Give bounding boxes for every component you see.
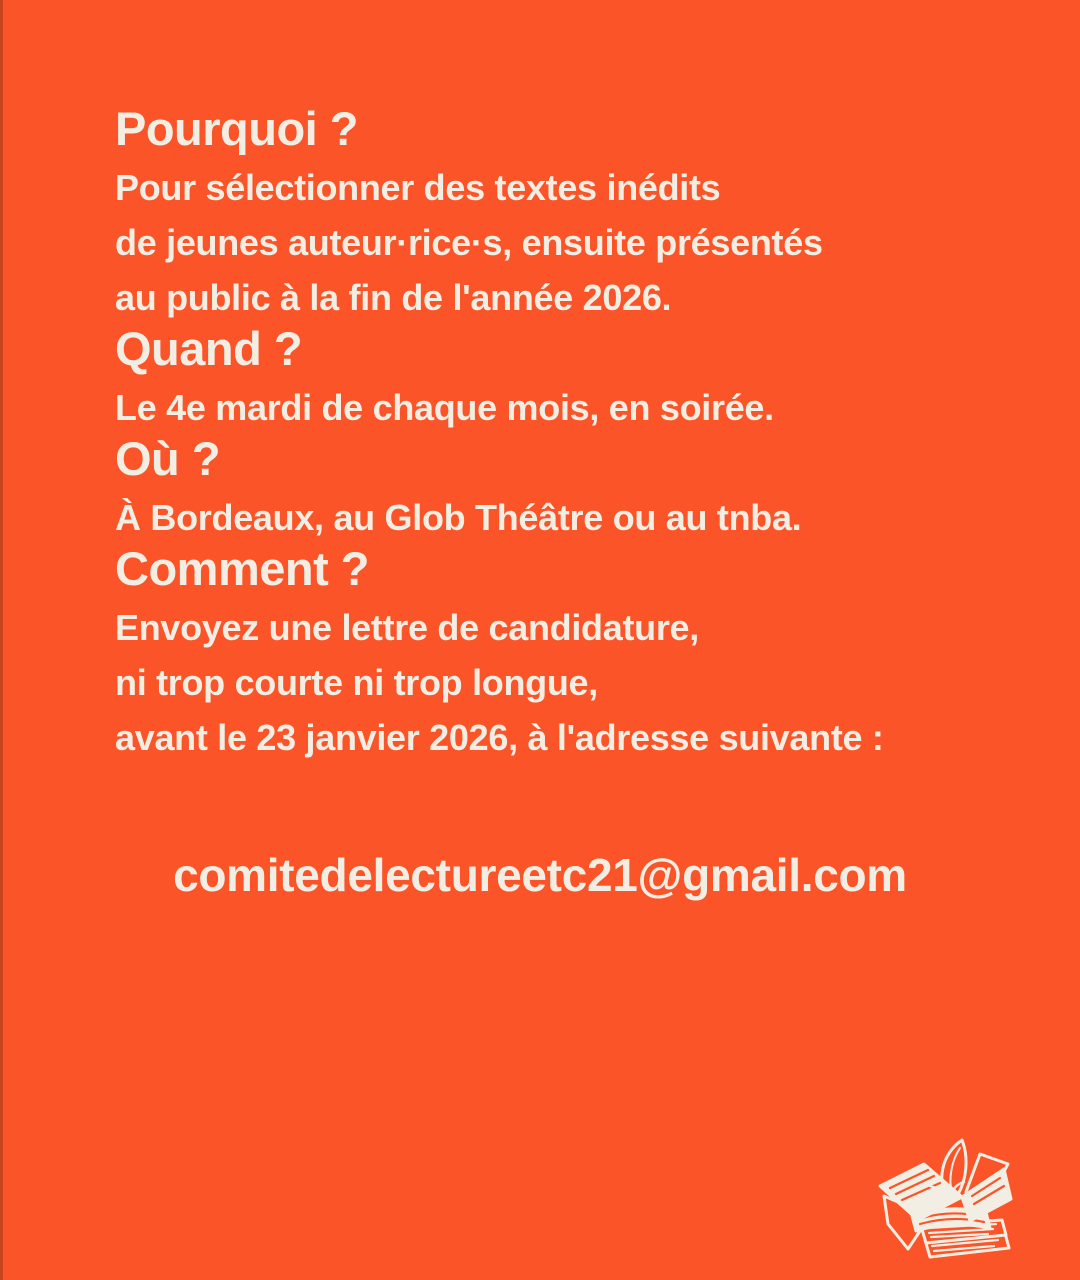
section-heading-quand: Quand ? [115,322,303,375]
section-ou [115,432,1040,545]
section-body-pourquoi [115,160,1040,325]
section-comment [115,542,1040,765]
section-quand [115,322,1040,435]
section-pourquoi [115,102,1040,325]
body-line: À Bordeaux, au Glob Théâtre ou au tnba. [115,497,802,538]
book-icon [868,1136,1020,1264]
section-body-comment [115,600,1040,765]
body-line: Envoyez une lettre de candidature, [115,607,699,648]
body-line: Pour sélectionner des textes inédits [115,167,721,208]
body-line: Le 4e mardi de chaque mois, en soirée. [115,387,774,428]
body-line: ni trop courte ni trop longue, [115,662,598,703]
left-edge-shadow [0,0,3,1280]
section-body-ou [115,490,1040,545]
section-heading-ou: Où ? [115,432,221,485]
section-heading-pourquoi: Pourquoi ? [115,102,359,155]
section-body-quand [115,380,1040,435]
body-line: avant le 23 janvier 2026, à l'adresse suivante : [115,717,884,758]
section-heading-comment: Comment ? [115,542,369,595]
body-line: de jeunes auteur·rice·s, ensuite présentés [115,222,823,263]
body-line: au public à la fin de l'année 2026. [115,277,672,318]
email-address: comitedelectureetc21@gmail.com [173,849,907,901]
